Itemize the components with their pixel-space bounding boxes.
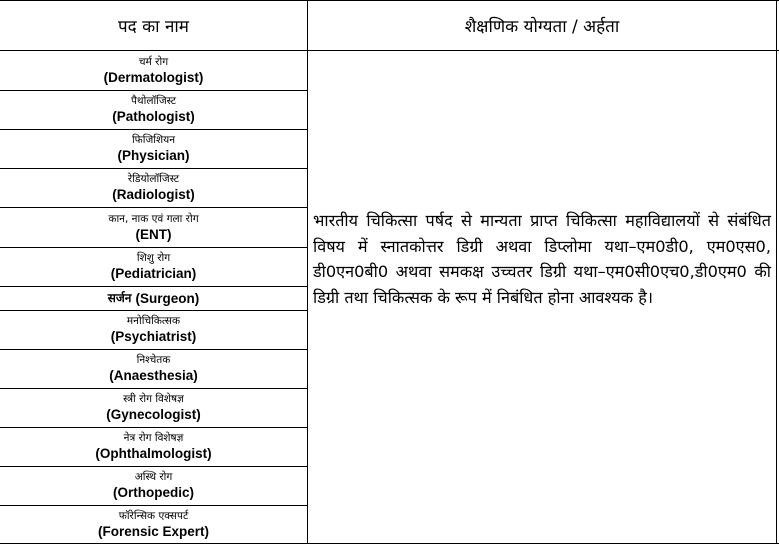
post-english: (Forensic Expert) xyxy=(97,523,210,539)
post-english: (Surgeon) xyxy=(135,291,200,306)
post-row-ophthalmologist xyxy=(0,428,307,466)
post-english: (ENT) xyxy=(135,226,172,242)
post-row-radiologist xyxy=(0,169,307,207)
post-hindi: फॉरेन्सिक एक्सपर्ट xyxy=(118,509,189,522)
post-row-psychiatrist xyxy=(0,311,307,349)
post-row-pathologist xyxy=(0,91,307,129)
post-hindi: पैथोलॉजिस्ट xyxy=(130,95,177,107)
post-english: (Anaesthesia) xyxy=(109,368,198,383)
post-row-gynecologist xyxy=(0,389,307,427)
header-qualification: शैक्षणिक योग्यता / अर्हता xyxy=(464,16,620,37)
qualification-text: भारतीय चिकित्सा पर्षद से मान्यता प्राप्त चिकित्सा महाविद्यालयों से संबंधित विषय में स्नातकोत्तर डिग्री अथवा डिप्लोमा यथा–एम0डी0, एम0एस0, डी0एन0बी0 अथवा समकक्ष उच्चतर डिग्री यथा–एम0सी0एच0,डी0एम0 की डिग्री तथा चिकित्सक के रूप में निबंधित होना आवश्यक है। xyxy=(313,211,771,307)
header-post-name: पद का नाम xyxy=(118,16,189,37)
post-english: (Radiologist) xyxy=(112,187,195,202)
post-row-orthopedic xyxy=(0,467,307,505)
post-hindi: मनोचिकित्सक xyxy=(126,315,181,327)
post-hindi: रेडियोलॉजिस्ट xyxy=(127,173,180,185)
post-english: (Gynecologist) xyxy=(106,407,201,422)
column-divider xyxy=(307,0,308,544)
post-row-forensic-expert xyxy=(0,506,307,543)
post-hindi: अस्थि रोग xyxy=(134,471,173,483)
post-hindi: चर्म रोग xyxy=(138,55,169,68)
table-border-right xyxy=(776,0,777,544)
post-row-dermatologist xyxy=(0,51,307,90)
post-row-surgeon xyxy=(0,287,307,310)
post-hindi: निश्चेतक xyxy=(136,354,171,366)
post-hindi: सर्जन xyxy=(107,291,132,305)
post-english: (Dermatologist) xyxy=(103,69,204,85)
post-row-physician xyxy=(0,130,307,168)
post-english: (Psychiatrist) xyxy=(110,329,197,344)
post-row-ent xyxy=(0,208,307,247)
post-english: (Pathologist) xyxy=(112,109,195,124)
post-row-pediatrician xyxy=(0,248,307,286)
post-hindi: कान, नाक एवं गला रोग xyxy=(108,212,199,225)
table-border-bottom xyxy=(0,543,779,544)
post-english: (Ophthalmologist) xyxy=(95,446,212,461)
post-english: (Orthopedic) xyxy=(113,485,194,500)
post-hindi: फिजिशियन xyxy=(131,134,176,146)
post-hindi: नेत्र रोग विशेषज्ञ xyxy=(123,432,184,444)
post-hindi: स्त्री रोग विशेषज्ञ xyxy=(123,393,184,405)
post-hindi: शिशु रोग xyxy=(136,252,171,264)
post-english: (Pediatrician) xyxy=(110,266,197,281)
post-row-anaesthesia xyxy=(0,350,307,388)
post-english: (Physician) xyxy=(117,148,190,163)
